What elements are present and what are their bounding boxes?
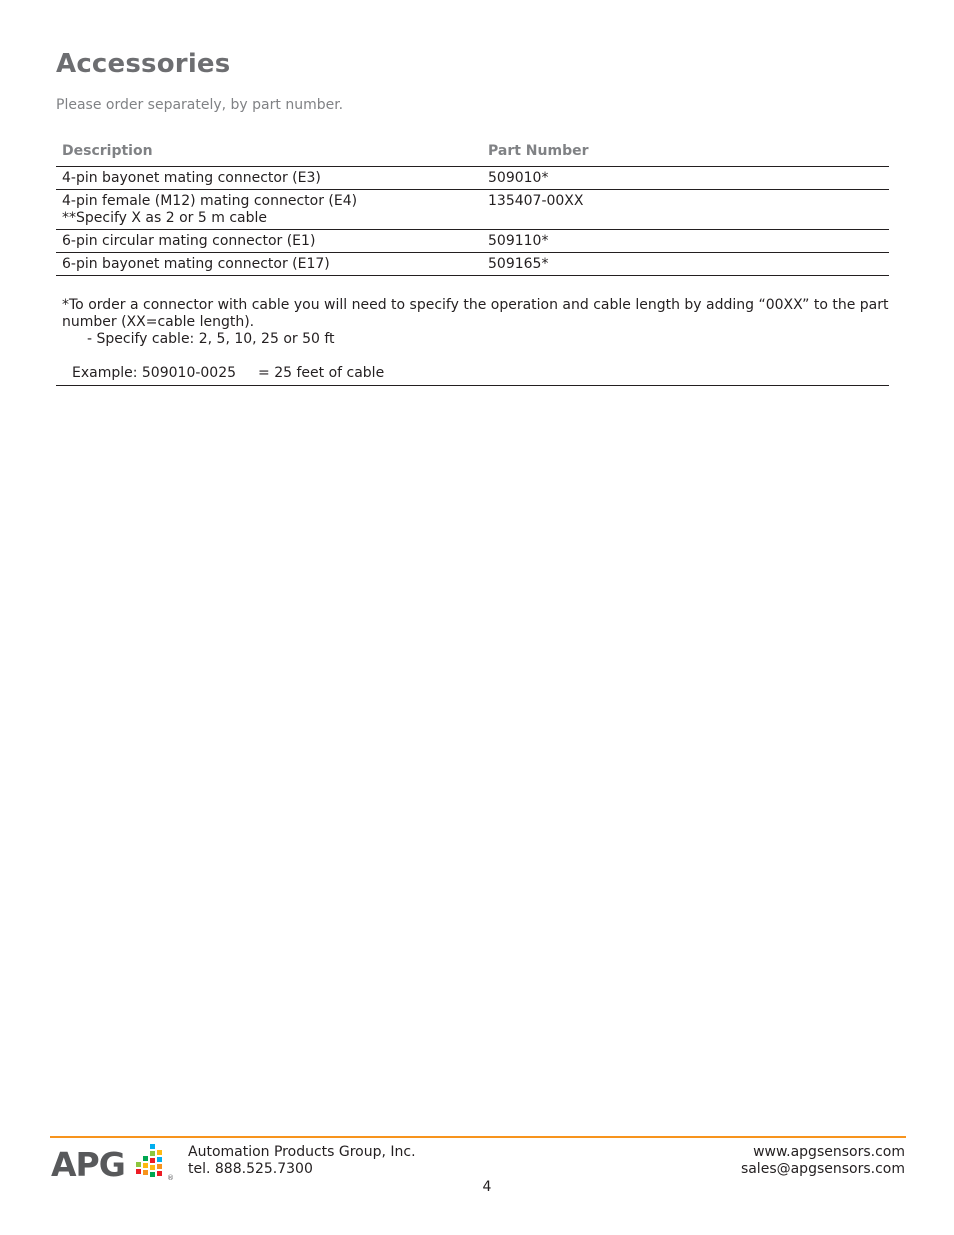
- company-phone: tel. 888.525.7300: [188, 1161, 313, 1177]
- table-header-row: [56, 138, 889, 166]
- description-text: 4-pin bayonet mating connector (E3): [62, 169, 321, 186]
- apg-logo: [50, 1142, 178, 1182]
- header-part-number: Part Number: [482, 138, 889, 166]
- table-row: [56, 252, 889, 275]
- row-description: [56, 252, 482, 275]
- page-number: 4: [482, 1179, 492, 1195]
- example-result: = 25 feet of cable: [258, 365, 385, 381]
- row-description: [56, 166, 482, 189]
- description-text: 6-pin circular mating connector (E1): [62, 232, 316, 249]
- logo-text: APG: [51, 1145, 125, 1182]
- row-description: [56, 229, 482, 252]
- company-name: Automation Products Group, Inc.: [188, 1144, 416, 1160]
- email-link[interactable]: sales@apgsensors.com: [740, 1161, 905, 1177]
- description-note: **Specify X as 2 or 5 m cable: [62, 209, 267, 226]
- example-label: Example: 509010-0025: [72, 365, 237, 381]
- row-part-number: 509110*: [482, 229, 889, 252]
- order-note: *To order a connector with cable you will need to specify the operation and cable length by adding “00XX” to the part number (XX=cable length).: [62, 297, 889, 330]
- order-notes: [56, 297, 889, 386]
- cable-spec: - Specify cable: 2, 5, 10, 25 or 50 ft: [87, 331, 335, 347]
- row-part-number: 509010*: [482, 166, 889, 189]
- footer-divider: [50, 1136, 906, 1138]
- website-link[interactable]: www.apgsensors.com: [753, 1144, 905, 1160]
- description-text: 6-pin bayonet mating connector (E17): [62, 255, 330, 272]
- table-row: [56, 189, 889, 229]
- row-description: [56, 189, 482, 229]
- logo-grid-icon: [136, 1144, 162, 1177]
- row-part-number: 509165*: [482, 252, 889, 275]
- page-title: Accessories: [56, 49, 231, 79]
- footer-company-info: [188, 1144, 416, 1178]
- example-line: [62, 365, 889, 382]
- footer-contact-info: [741, 1144, 905, 1178]
- intro-text: Please order separately, by part number.: [56, 97, 344, 113]
- description-text: 4-pin female (M12) mating connector (E4): [62, 192, 358, 209]
- row-part-number: 135407-00XX: [482, 189, 889, 229]
- table-row: [56, 229, 889, 252]
- table-row: [56, 166, 889, 189]
- registered-mark-icon: ®: [167, 1174, 174, 1182]
- accessories-table: [56, 138, 889, 276]
- header-description: Description: [56, 138, 482, 166]
